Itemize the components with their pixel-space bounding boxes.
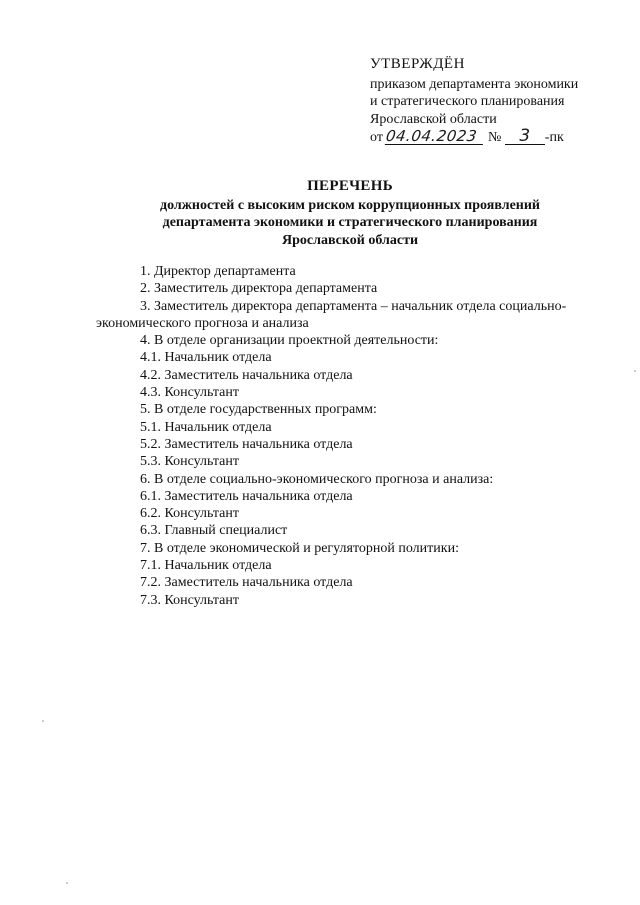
approval-date-line: [370, 128, 625, 148]
list-item: 7.1. Начальник отдела: [140, 558, 272, 574]
list-item-continuation: экономического прогноза и анализа: [96, 315, 309, 331]
list-item: 6.2. Консультант: [140, 506, 239, 522]
list-item: 4.3. Консультант: [140, 385, 239, 401]
list-item: 4.1. Начальник отдела: [140, 350, 272, 366]
list-item: 4.2. Заместитель начальника отдела: [140, 367, 353, 383]
list-item: 5.3. Консультант: [140, 454, 239, 470]
list-item: 5.1. Начальник отдела: [140, 419, 272, 435]
title-line-3: Ярославской области: [281, 232, 419, 248]
list-item: 1. Директор департамента: [140, 264, 296, 279]
list-item: 7.3. Консультант: [140, 592, 239, 608]
list-item: 2. Заместитель директора департамента: [140, 281, 378, 297]
list-item: 6.1. Заместитель начальника отдела: [140, 488, 353, 504]
approval-line-2: и стратегического планирования: [370, 94, 565, 109]
approval-line-1: приказом департамента экономики: [370, 76, 579, 92]
list-item: 6.3. Главный специалист: [140, 523, 288, 539]
scan-artifact: [66, 882, 68, 884]
handwritten-date: 04.04.2023: [385, 128, 485, 145]
positions-list: [96, 263, 616, 609]
document-title-block: [60, 178, 640, 249]
title-line-1: должностей с высоким риском коррупционных проявлений: [160, 197, 540, 213]
number-prefix: №: [487, 130, 502, 145]
list-item: 6. В отделе социально-экономического прогноза и анализа:: [140, 471, 494, 487]
list-item: 5. В отделе государственных программ:: [140, 402, 377, 418]
number-suffix: -пк: [544, 130, 564, 145]
approval-line-3: Ярославской области: [370, 111, 497, 127]
date-prefix: от: [370, 130, 383, 145]
list-item: 7.2. Заместитель начальника отдела: [140, 575, 353, 591]
document-title: ПЕРЕЧЕНЬ: [307, 178, 393, 194]
scan-artifact: [634, 370, 636, 372]
list-item: 4. В отделе организации проектной деятельности:: [140, 333, 439, 349]
title-line-2: департамента экономики и стратегического планирования: [162, 215, 538, 230]
handwritten-number: 3: [505, 128, 545, 145]
list-item: 7. В отделе экономической и регуляторной политики:: [140, 540, 459, 556]
list-item: 3. Заместитель директора департамента – начальник отдела социально-: [140, 298, 567, 314]
scan-artifact: [42, 720, 44, 722]
list-item: 5.2. Заместитель начальника отдела: [140, 436, 353, 452]
approval-block: [370, 56, 625, 148]
approval-title: УТВЕРЖДЁН: [370, 56, 465, 72]
